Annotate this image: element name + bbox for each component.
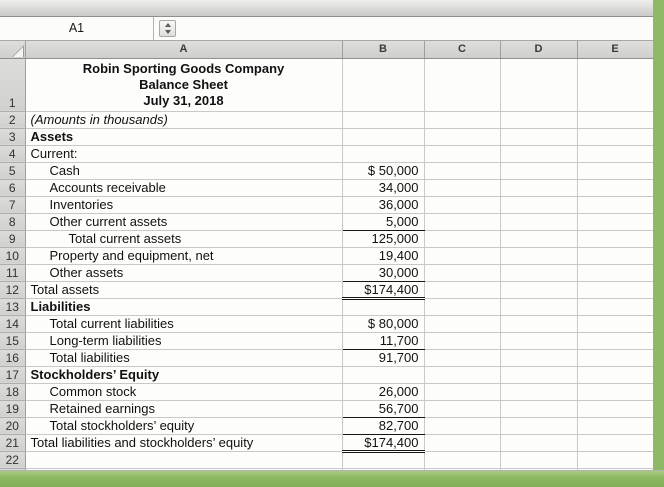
stepper-down-icon: [165, 30, 171, 34]
cell-value[interactable]: 56,700: [342, 400, 424, 417]
cell-label[interactable]: Inventories: [25, 196, 342, 213]
cell-empty[interactable]: [500, 434, 577, 451]
worksheet: [0, 41, 653, 471]
cell-empty[interactable]: [500, 400, 577, 417]
sheet-row: [0, 111, 653, 128]
row-header[interactable]: 21: [0, 434, 25, 451]
cell-value[interactable]: 125,000: [342, 230, 424, 247]
row-header[interactable]: 8: [0, 213, 25, 230]
sheet-row: [0, 383, 653, 400]
cell-value[interactable]: 36,000: [342, 196, 424, 213]
row-header[interactable]: 13: [0, 298, 25, 315]
cell-value[interactable]: [342, 451, 424, 468]
cell-empty[interactable]: [500, 213, 577, 230]
sheet-row: [0, 179, 653, 196]
select-all-corner[interactable]: [0, 41, 25, 58]
cell-empty[interactable]: [424, 145, 500, 162]
cell-empty[interactable]: [500, 281, 577, 298]
row-header[interactable]: 6: [0, 179, 25, 196]
row-header[interactable]: 17: [0, 366, 25, 383]
cell-empty[interactable]: [500, 247, 577, 264]
sheet-row: [0, 349, 653, 366]
stepper-up-icon: [165, 23, 171, 27]
sheet-row: [0, 417, 653, 434]
sheet-row: [0, 162, 653, 179]
cell-empty[interactable]: [577, 58, 653, 111]
row-header[interactable]: 12: [0, 281, 25, 298]
sheet-row: [0, 366, 653, 383]
row-header[interactable]: 1: [0, 58, 25, 111]
column-header-a[interactable]: A: [25, 41, 342, 58]
cell-label[interactable]: [25, 451, 342, 468]
row-header[interactable]: 2: [0, 111, 25, 128]
cell-empty[interactable]: [500, 332, 577, 349]
cell-value[interactable]: 34,000: [342, 179, 424, 196]
cell-empty[interactable]: [500, 162, 577, 179]
cell-empty[interactable]: [577, 383, 653, 400]
cell-value[interactable]: [342, 366, 424, 383]
cell-empty[interactable]: [577, 230, 653, 247]
row-header[interactable]: 7: [0, 196, 25, 213]
cell-empty[interactable]: [424, 349, 500, 366]
row-header[interactable]: 19: [0, 400, 25, 417]
formula-bar: [0, 17, 653, 41]
cell-empty[interactable]: [577, 332, 653, 349]
sheet-row: [0, 298, 653, 315]
cell-reference-box[interactable]: A1: [0, 17, 154, 40]
cell-empty[interactable]: [424, 332, 500, 349]
row-header[interactable]: 9: [0, 230, 25, 247]
row-header[interactable]: 14: [0, 315, 25, 332]
column-header-row: [0, 41, 653, 58]
cell-label[interactable]: Stockholders’ Equity: [25, 366, 342, 383]
cell-label[interactable]: Liabilities: [25, 298, 342, 315]
cell-empty[interactable]: [577, 417, 653, 434]
cell-empty[interactable]: [500, 145, 577, 162]
cell-label[interactable]: Assets: [25, 128, 342, 145]
statement-title: Balance Sheet: [139, 76, 228, 92]
cell-value[interactable]: 5,000: [342, 213, 424, 230]
company-name: Robin Sporting Goods Company: [82, 60, 285, 76]
cell-empty[interactable]: [577, 434, 653, 451]
cell-value[interactable]: $174,400: [342, 434, 424, 451]
sheet-row: [0, 58, 653, 111]
cell-empty[interactable]: [577, 196, 653, 213]
cell-empty[interactable]: [577, 451, 653, 468]
cell-empty[interactable]: [500, 451, 577, 468]
cell-empty[interactable]: [577, 128, 653, 145]
row-header[interactable]: 18: [0, 383, 25, 400]
cell-empty[interactable]: [577, 162, 653, 179]
cell-value[interactable]: 30,000: [342, 264, 424, 281]
row-header[interactable]: 3: [0, 128, 25, 145]
cell-label[interactable]: Total current assets: [25, 230, 342, 247]
sheet-row: [0, 145, 653, 162]
column-header-c[interactable]: C: [424, 41, 500, 58]
cell-label[interactable]: Accounts receivable: [25, 179, 342, 196]
cell-value[interactable]: [342, 58, 424, 111]
cell-empty[interactable]: [424, 264, 500, 281]
cell-title[interactable]: [25, 58, 342, 111]
cell-label[interactable]: Total assets: [25, 281, 342, 298]
sheet-row: [0, 196, 653, 213]
sheet-row: [0, 281, 653, 298]
cell-label[interactable]: Total stockholders’ equity: [25, 417, 342, 434]
cell-empty[interactable]: [577, 264, 653, 281]
cell-value[interactable]: $174,400: [342, 281, 424, 298]
cell-value[interactable]: $ 50,000: [342, 162, 424, 179]
sheet-row: [0, 213, 653, 230]
cell-empty[interactable]: [424, 366, 500, 383]
cell-empty[interactable]: [500, 298, 577, 315]
cell-empty[interactable]: [577, 400, 653, 417]
cell-empty[interactable]: [500, 196, 577, 213]
sheet-row: [0, 230, 653, 247]
sheet-row: [0, 315, 653, 332]
cell-empty[interactable]: [577, 247, 653, 264]
cell-value[interactable]: 26,000: [342, 383, 424, 400]
cell-empty[interactable]: [577, 298, 653, 315]
column-header-b[interactable]: B: [342, 41, 424, 58]
cell-label[interactable]: Long-term liabilities: [25, 332, 342, 349]
cell-label[interactable]: Common stock: [25, 383, 342, 400]
cell-empty[interactable]: [424, 451, 500, 468]
cell-label[interactable]: Total current liabilities: [25, 315, 342, 332]
cell-empty[interactable]: [424, 434, 500, 451]
cell-empty[interactable]: [424, 298, 500, 315]
cell-empty[interactable]: [577, 111, 653, 128]
sheet-row: [0, 332, 653, 349]
cell-empty[interactable]: [424, 162, 500, 179]
cell-empty[interactable]: [424, 247, 500, 264]
cell-label[interactable]: Total liabilities and stockholders’ equity: [25, 434, 342, 451]
sheet-row: [0, 128, 653, 145]
sheet-row: [0, 451, 653, 468]
cell-empty[interactable]: [424, 196, 500, 213]
cell-label[interactable]: (Amounts in thousands): [25, 111, 342, 128]
cell-empty[interactable]: [424, 281, 500, 298]
cell-label[interactable]: Current:: [25, 145, 342, 162]
row-header[interactable]: 15: [0, 332, 25, 349]
statement-date: July 31, 2018: [143, 92, 224, 108]
row-header[interactable]: 4: [0, 145, 25, 162]
row-header[interactable]: 20: [0, 417, 25, 434]
cell-empty[interactable]: [500, 366, 577, 383]
cell-empty[interactable]: [424, 213, 500, 230]
cell-empty[interactable]: [577, 281, 653, 298]
sheet-row: [0, 400, 653, 417]
cell-label[interactable]: Total liabilities: [25, 349, 342, 366]
cell-empty[interactable]: [577, 145, 653, 162]
page-frame-right: [653, 0, 664, 487]
cell-value[interactable]: 82,700: [342, 417, 424, 434]
cell-empty[interactable]: [577, 315, 653, 332]
spreadsheet-grid: [0, 41, 653, 471]
cell-value[interactable]: [342, 128, 424, 145]
cell-empty[interactable]: [424, 58, 500, 111]
cell-empty[interactable]: [500, 179, 577, 196]
cell-empty[interactable]: [500, 58, 577, 111]
cell-value[interactable]: 11,700: [342, 332, 424, 349]
cell-label[interactable]: Other assets: [25, 264, 342, 281]
column-header-d[interactable]: D: [500, 41, 577, 58]
cell-empty[interactable]: [424, 179, 500, 196]
cell-value[interactable]: 19,400: [342, 247, 424, 264]
cell-empty[interactable]: [577, 349, 653, 366]
cell-reference-stepper[interactable]: [159, 20, 176, 37]
sheet-row: [0, 434, 653, 451]
cell-label[interactable]: Property and equipment, net: [25, 247, 342, 264]
cell-empty[interactable]: [424, 383, 500, 400]
cell-empty[interactable]: [500, 230, 577, 247]
cell-value[interactable]: 91,700: [342, 349, 424, 366]
cell-empty[interactable]: [424, 230, 500, 247]
formula-input[interactable]: [177, 17, 657, 40]
sheet-row: [0, 247, 653, 264]
row-header[interactable]: 5: [0, 162, 25, 179]
row-header[interactable]: 10: [0, 247, 25, 264]
cell-empty[interactable]: [500, 264, 577, 281]
cell-empty[interactable]: [424, 400, 500, 417]
page-frame-bottom: [0, 470, 664, 487]
cell-empty[interactable]: [577, 213, 653, 230]
cell-value[interactable]: [342, 111, 424, 128]
cell-empty[interactable]: [500, 111, 577, 128]
cell-empty[interactable]: [500, 315, 577, 332]
cell-empty[interactable]: [424, 417, 500, 434]
cell-empty[interactable]: [500, 383, 577, 400]
cell-label[interactable]: Other current assets: [25, 213, 342, 230]
cell-value[interactable]: $ 80,000: [342, 315, 424, 332]
sheet-row: [0, 264, 653, 281]
cell-empty[interactable]: [577, 179, 653, 196]
cell-value[interactable]: [342, 298, 424, 315]
cell-label[interactable]: Retained earnings: [25, 400, 342, 417]
column-header-e[interactable]: E: [577, 41, 653, 58]
cell-label[interactable]: Cash: [25, 162, 342, 179]
row-header[interactable]: 11: [0, 264, 25, 281]
cell-empty[interactable]: [424, 111, 500, 128]
cell-value[interactable]: [342, 145, 424, 162]
cell-empty[interactable]: [500, 417, 577, 434]
titlebar: [0, 0, 653, 17]
cell-empty[interactable]: [500, 349, 577, 366]
cell-empty[interactable]: [500, 128, 577, 145]
row-header[interactable]: 22: [0, 451, 25, 468]
cell-empty[interactable]: [577, 366, 653, 383]
cell-empty[interactable]: [424, 315, 500, 332]
row-header[interactable]: 16: [0, 349, 25, 366]
cell-empty[interactable]: [424, 128, 500, 145]
